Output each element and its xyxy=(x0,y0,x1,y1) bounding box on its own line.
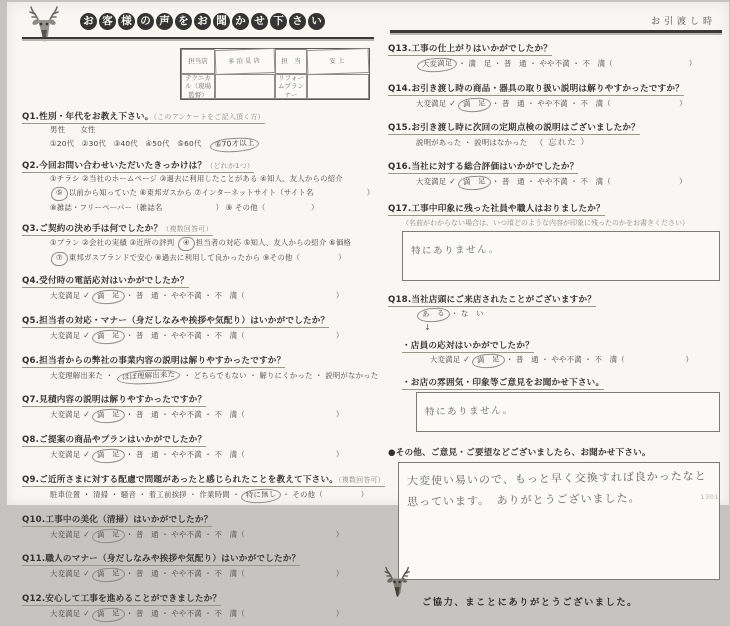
question-q4 xyxy=(22,268,374,304)
option-text: ①チラシ ②当社のホームページ ③過去に利用したことがある ④知人、友人からの紹介 xyxy=(50,174,343,184)
option-text: 駐車位置 ・ 清掃 ・ 騒音 ・ 着工前挨拶 ・ 作業時間 ・ xyxy=(50,489,240,499)
circled-answer: 満 足 xyxy=(472,353,505,368)
info-value-store: 多治見店 xyxy=(215,48,276,75)
circled-answer: 満 足 xyxy=(92,607,125,622)
answer-options xyxy=(50,330,374,344)
question-title: Q12.安心して工事を進めることができましたか？ xyxy=(22,594,222,605)
option-text: 大変満足 xyxy=(50,330,83,340)
info-table-wrap xyxy=(22,46,374,104)
right-header xyxy=(388,6,722,36)
question-note: （このアンケートをご記入頂く方） xyxy=(153,113,265,121)
circled-answer: 満 足 xyxy=(92,289,125,304)
question-title: Q17.工事中印象に残った社員や職人はおりましたか？ xyxy=(388,203,605,214)
circled-answer: 満 足 xyxy=(92,448,125,463)
answer-options xyxy=(50,125,374,136)
circled-answer: ⑥70才以上 xyxy=(210,136,260,152)
section-other-comments xyxy=(388,440,722,580)
option-text: ・ 普 通 ・ やや不満 ・ 不 満（ ） xyxy=(125,609,344,619)
option-text: ・ 普 通 ・ やや不満 ・ 不 満（ ） xyxy=(125,330,344,340)
handwritten-comment-line1: 大変使い易いので、もっと早く交換すれば良かったなと xyxy=(406,469,707,488)
answer-options xyxy=(416,308,722,322)
option-text: 大変満足 xyxy=(50,450,83,460)
option-text: ・ 満 足 ・ 普 通 ・ やや不満 ・ 不 満（ ） xyxy=(458,59,697,68)
question-title: Q1.性別・年代をお教え下さい。 xyxy=(22,112,154,122)
option-text: 大変満足 xyxy=(50,609,83,619)
option-text: 大変満足 xyxy=(50,569,83,579)
handwritten-mark: ✓ xyxy=(82,608,92,620)
option-text: 大変満足 xyxy=(430,355,463,365)
question-title: Q11.職人のマナー（身だしなみや挨拶や気配り）はいかがでしたか？ xyxy=(22,554,301,565)
question-title: Q5.担当者の対応・マナー（身だしなみや挨拶や気配り）はいかがでしたか？ xyxy=(22,315,330,326)
option-text: ・ 普 通 ・ やや不満 ・ 不 満（ ） xyxy=(491,176,687,186)
question-q5 xyxy=(22,308,374,344)
option-text: 以前から知っていた ⑥東邦ガスから ⑦インターネットサイト（サイト名 ） xyxy=(68,188,375,198)
answer-options xyxy=(50,290,374,304)
form-number: 1301 xyxy=(700,493,719,501)
answer-options xyxy=(50,187,374,201)
answer-options xyxy=(50,568,374,582)
answer-options xyxy=(50,608,374,622)
handwritten-mark: ✓ xyxy=(82,330,92,342)
handwritten-mark: ✓ xyxy=(82,449,92,461)
question-q8 xyxy=(22,427,374,463)
title-char-badge: 下 xyxy=(270,13,287,30)
question-q11 xyxy=(22,546,374,582)
subquestion-title: ・お店の雰囲気・印象等ご意見をお聞かせ下さい。 xyxy=(402,377,605,388)
title-char-badge: お xyxy=(80,13,97,30)
question-q13 xyxy=(388,36,722,72)
info-label-store: 担当店 xyxy=(181,49,215,74)
question-title: Q14.お引き渡し時の商品・器具の取り扱い説明は解りやすかったですか？ xyxy=(388,83,684,94)
question-title: Q3.ご契約の決め手は何でしたか？ xyxy=(22,223,163,234)
header-divider xyxy=(22,37,374,39)
question-q2 xyxy=(22,153,374,213)
option-text: 説明があった ・ 説明はなかった xyxy=(416,138,535,148)
option-text: ・ 普 通 ・ やや不満 ・ 不 満（ ） xyxy=(125,529,344,539)
option-text: ①20代 ②30代 ③40代 ④50代 ⑤60代 xyxy=(50,138,210,148)
question-q17 xyxy=(388,196,722,281)
title-char-badge: さ xyxy=(289,13,306,30)
info-label-planner: リフォームプランナー xyxy=(275,74,307,99)
handwritten-mark: ✓ xyxy=(448,176,458,187)
title-char-badge: 様 xyxy=(118,13,135,30)
circled-answer: 特に無し xyxy=(241,488,282,504)
question-note: （どれか1つ） xyxy=(206,162,255,171)
answer-options xyxy=(50,203,374,214)
info-value-person: 安上 xyxy=(307,48,370,75)
question-q10 xyxy=(22,507,374,543)
question-q7 xyxy=(22,387,374,423)
answer-options xyxy=(50,252,374,266)
left-header xyxy=(22,4,374,44)
answer-options xyxy=(416,98,722,112)
info-label-technical: テクニカル（現場監督） xyxy=(181,74,215,99)
handwritten-mark: ✓ xyxy=(82,410,92,421)
question-q14 xyxy=(388,76,722,112)
question-q15 xyxy=(388,115,722,149)
answer-options xyxy=(50,489,374,503)
answer-options xyxy=(50,369,379,384)
question-title: Q4.受付時の電話応対はいかがでしたか？ xyxy=(22,276,189,287)
left-column xyxy=(22,4,385,626)
title-char-badge: を xyxy=(175,13,192,30)
title-char-badge: い xyxy=(308,13,325,30)
option-text: ⑧雑誌・フリーペーパー（雑誌名 ） ⑨ その他（ ） xyxy=(50,202,319,212)
question-q16 xyxy=(388,154,722,190)
title-char-badge: せ xyxy=(251,13,268,30)
circled-answer: 満 足 xyxy=(92,408,125,423)
title-char-badge: お xyxy=(194,13,211,30)
option-text: 大変満足 xyxy=(416,176,449,186)
option-text: 担当者の対応 ⑤知人、友人からの紹介 ⑥価格 xyxy=(195,237,352,247)
info-value-planner xyxy=(307,74,369,99)
option-text: ・ 普 通 ・ やや不満 ・ 不 満（ ） xyxy=(125,569,344,579)
circled-answer: ⑤ xyxy=(51,187,69,202)
title-char-badge: か xyxy=(232,13,249,30)
deer-logo-icon xyxy=(24,4,66,48)
answer-options xyxy=(50,138,374,152)
circled-answer: 満 足 xyxy=(92,528,125,543)
answer-options xyxy=(416,137,722,149)
circled-answer: 満 足 xyxy=(458,97,491,112)
page-title xyxy=(80,13,325,30)
handwritten-mark: ✓ xyxy=(462,355,472,366)
question-title: Q18.当社店頭にご来店されたことがございますか？ xyxy=(388,294,596,305)
footer xyxy=(388,586,722,620)
question-note: （複数回答可） xyxy=(162,224,213,233)
circled-answer: 満 足 xyxy=(92,567,125,582)
footer-thanks-text: ご協力、まことにありがとうございました。 xyxy=(422,596,638,608)
answer-options xyxy=(50,529,374,543)
question-title: Q15.お引き渡し時に次回の定期点検の説明はございましたか？ xyxy=(388,123,640,134)
question-q6 xyxy=(22,348,379,384)
handwritten-comment-line2: 思っています。 ありがとうございました。 xyxy=(406,491,641,509)
deer-logo-icon xyxy=(380,564,416,604)
handwritten-mark: ✓ xyxy=(448,98,458,109)
question-q1 xyxy=(22,104,374,151)
option-text: 東邦ガスブランドで安心 ⑧過去に利用して良かったから ⑨その他（ ） xyxy=(68,253,346,263)
question-q9 xyxy=(22,467,385,503)
option-text: 大変満足 xyxy=(416,98,449,108)
down-arrow-icon: ↓ xyxy=(424,323,431,333)
handwritten-mark: （ 忘れた ） xyxy=(534,137,590,150)
handwritten-mark: ✓ xyxy=(82,529,92,540)
handwritten-answer: 特にありません。 xyxy=(410,243,500,257)
handwritten-mark: ✓ xyxy=(82,569,92,580)
right-column xyxy=(388,6,722,620)
option-text: 男性 女性 xyxy=(50,125,96,134)
comment-box-q17 xyxy=(402,231,720,281)
circled-answer: ④ xyxy=(177,236,195,251)
info-value-technical xyxy=(215,74,275,99)
question-title: Q13.工事の仕上がりはいかがでしたか？ xyxy=(388,44,553,54)
section-title: ●その他、ご意見・ご要望などございましたら、お聞かせ下さい。 xyxy=(388,447,651,458)
answer-options xyxy=(50,174,374,185)
question-title: Q16.当社に対する総合評価はいかがでしたか？ xyxy=(388,161,579,172)
paper-page xyxy=(7,2,729,620)
info-table xyxy=(180,48,370,100)
option-text: ・ な い xyxy=(450,308,484,318)
circled-answer: ⑦ xyxy=(51,252,69,267)
circled-answer: ほぼ理解出来た xyxy=(117,368,181,385)
option-text: 大変満足 xyxy=(50,291,83,301)
option-text: 大変理解出来た ・ xyxy=(50,370,116,380)
option-text: 大変満足 xyxy=(50,410,83,420)
header-divider xyxy=(390,30,722,33)
section-label-handover: お引渡し時 xyxy=(650,17,716,27)
circled-answer: 満 足 xyxy=(458,175,491,190)
option-text: 大変満足 xyxy=(50,529,83,539)
handwritten-answer: 特にありません。 xyxy=(424,405,514,418)
option-text: ・ 普 通 ・ やや不満 ・ 不 満（ ） xyxy=(505,355,694,365)
answer-options xyxy=(50,237,374,251)
answer-options xyxy=(430,354,722,368)
title-char-badge: 聞 xyxy=(213,13,230,30)
question-title: Q9.ご近所さまに対する配慮で問題があったと感じられたことを教えて下さい。 xyxy=(22,474,339,485)
circled-answer: あ る xyxy=(417,307,450,322)
option-text: ・ その他（ ） xyxy=(282,489,369,499)
question-title: Q8.ご提案の商品やプランはいかがでしたか？ xyxy=(22,435,207,446)
handwritten-mark: ✓ xyxy=(82,291,92,302)
circled-answer: 大変満足 xyxy=(417,57,458,73)
answer-options xyxy=(416,58,722,72)
comment-box-q18 xyxy=(416,392,720,432)
question-note: （名前がわからない場合は、いつ頃どのような内容が印象に残ったのかをお書きください） xyxy=(402,218,689,227)
question-title: Q7.見積内容の説明は解りやすかったですか？ xyxy=(22,395,207,406)
question-title: Q6.担当者からの弊社の事業内容の説明は解りやすかったですか？ xyxy=(22,355,286,366)
answer-options xyxy=(50,449,374,463)
title-char-badge: 声 xyxy=(156,13,173,30)
question-note: （複数回答可） xyxy=(338,475,385,484)
option-text: ①プラン ②会社の実績 ③近所の評判 xyxy=(50,237,177,247)
option-text: ・ 普 通 ・ やや不満 ・ 不 満（ ） xyxy=(125,291,344,301)
question-title: Q2.今回お問い合わせいただいたきっかけは？ xyxy=(22,161,207,172)
title-char-badge: 客 xyxy=(99,13,116,30)
answer-options xyxy=(50,409,374,423)
option-text: ・ 普 通 ・ やや不満 ・ 不 満（ ） xyxy=(125,410,344,420)
circled-answer: 満 足 xyxy=(92,329,125,344)
question-q18 xyxy=(388,287,722,432)
option-text: ・ 普 通 ・ やや不満 ・ 不 満（ ） xyxy=(491,98,687,108)
title-char-badge: の xyxy=(137,13,154,30)
subquestion-title: ・店員の応対はいかがでしたか？ xyxy=(402,341,534,352)
question-q3 xyxy=(22,216,374,266)
question-q12 xyxy=(22,586,374,622)
option-text: ・ どちらでもない ・ 解りにくかった ・ 説明がなかった xyxy=(180,370,379,380)
info-label-person: 担 当 xyxy=(275,49,307,74)
comment-box-other xyxy=(398,462,720,580)
option-text: ・ 普 通 ・ やや不満 ・ 不 満（ ） xyxy=(125,450,344,460)
question-title: Q10.工事中の美化（清掃）はいかがでしたか？ xyxy=(22,514,213,525)
answer-options xyxy=(416,176,722,190)
